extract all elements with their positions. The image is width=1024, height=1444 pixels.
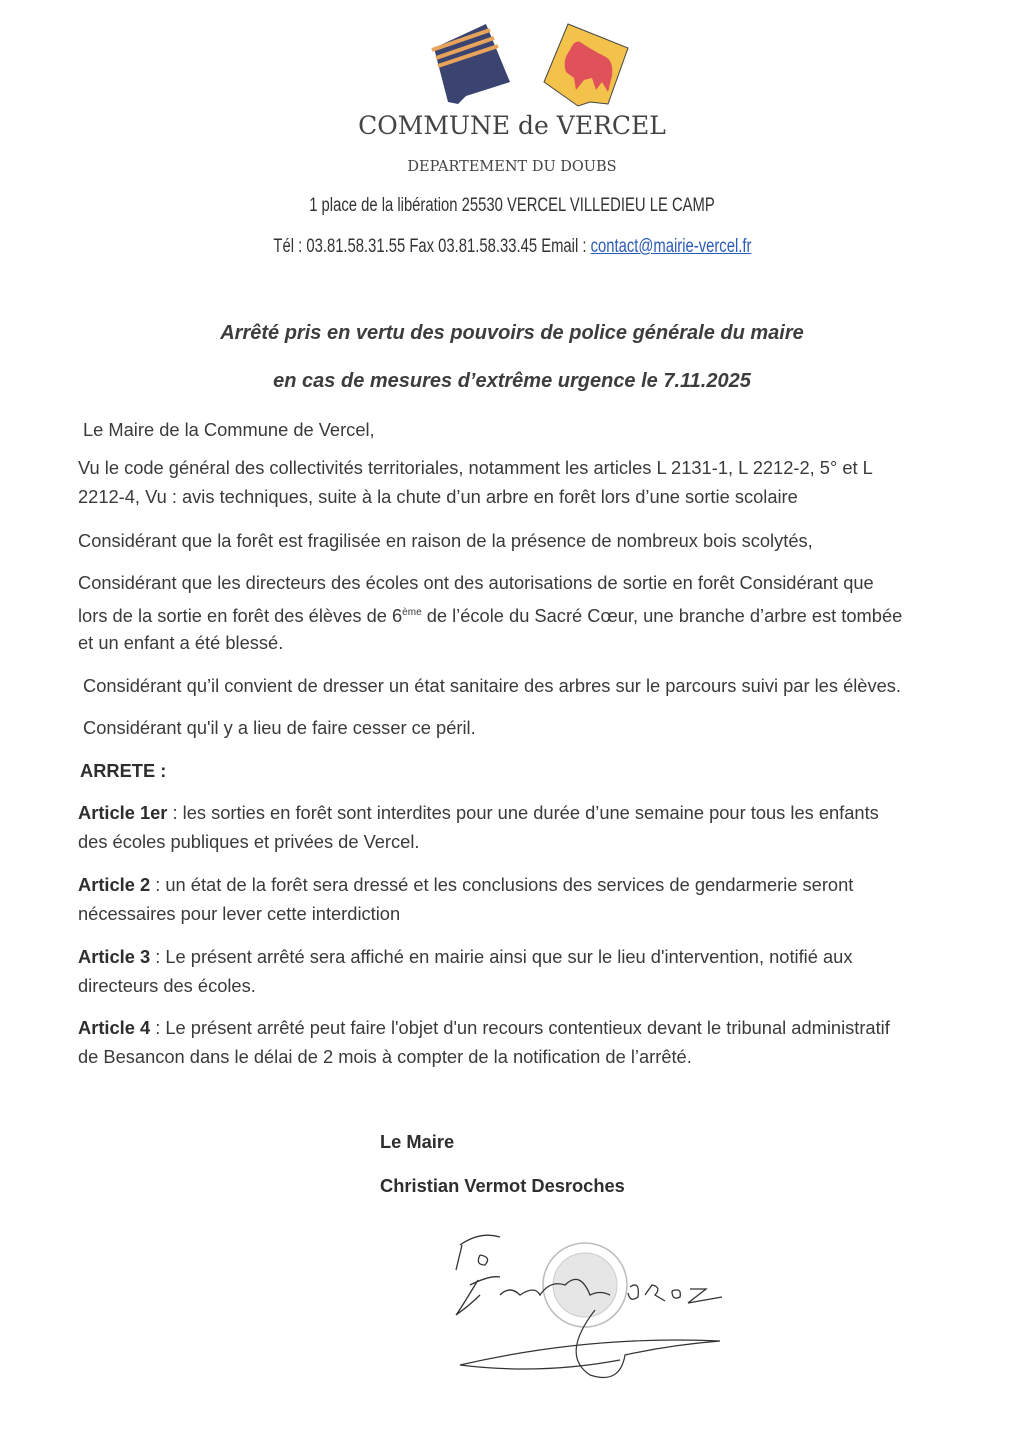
article-4-line-2: de Besancon dans le délai de 2 mois à compter de la notification de l’arrêté. [78, 1046, 692, 1067]
address: 1 place de la libération 25530 VERCEL VILLEDIEU LE CAMP [309, 195, 715, 216]
vu-line-2: 2212-4, Vu : avis techniques, suite à la chute d’un arbre en forêt lors d’une sortie scolaire [78, 486, 798, 507]
article-2-line-2: nécessaires pour lever cette interdiction [78, 903, 401, 924]
signatory-role: Le Maire [380, 1131, 455, 1152]
vu-line-1: Vu le code général des collectivités territoriales, notamment les articles L 2131-1, L 2212-2, 5° et L [78, 457, 873, 478]
intro: Le Maire de la Commune de Vercel, [83, 419, 375, 440]
commune-name: COMMUNE de VERCEL [358, 111, 666, 140]
considerant-1: Considérant que la forêt est fragilisée en raison de la présence de nombreux bois scolytés, [78, 530, 813, 551]
article-3: Article 3 : Le présent arrêté sera affiché en mairie ainsi que sur le lieu d'intervention, notifié aux [78, 946, 853, 967]
considerant-3: Considérant qu’il convient de dresser un état sanitaire des arbres sur le parcours suivi par les élèves. [83, 675, 901, 696]
article-2: Article 2 : un état de la forêt sera dressé et les conclusions des services de gendarmerie seront [78, 874, 854, 895]
considerant-2-line-1: Considérant que les directeurs des écoles ont des autorisations de sortie en forêt Considérant que [78, 572, 874, 593]
considerant-2-line-2: lors de la sortie en forêt des élèves de 6ème de l’école du Sacré Cœur, une branche d’arbre est tombée [78, 605, 903, 627]
department-name: DEPARTEMENT DU DOUBS [407, 159, 617, 175]
coat-of-arms-blue-icon [428, 20, 518, 106]
considerant-4: Considérant qu'il y a lieu de faire cesser ce péril. [83, 717, 476, 738]
title-line-2: en cas de mesures d’extrême urgence le 7.11.2025 [273, 370, 751, 392]
coat-of-arms-bull-icon [540, 20, 632, 110]
title-line-1: Arrêté pris en vertu des pouvoirs de police générale du maire [220, 322, 804, 344]
contact-line: Tél : 03.81.58.31.55 Fax 03.81.58.33.45 Email : contact@mairie-vercel.fr [272, 236, 751, 257]
article-3-line-2: directeurs des écoles. [78, 975, 256, 996]
article-1-line-2: des écoles publiques et privées de Vercel. [78, 831, 420, 852]
arrete-heading: ARRETE : [80, 760, 167, 781]
considerant-2-line-3: et un enfant a été blessé. [78, 632, 284, 653]
article-4: Article 4 : Le présent arrêté peut faire l'objet d'un recours contentieux devant le tribunal administratif [78, 1017, 890, 1038]
email-link[interactable]: contact@mairie-vercel.fr [590, 236, 751, 257]
signature-stamp-icon [440, 1225, 740, 1390]
signatory-name: Christian Vermot Desroches [380, 1175, 625, 1196]
article-1: Article 1er : les sorties en forêt sont interdites pour une durée d’une semaine pour tous les enfants [78, 802, 879, 823]
